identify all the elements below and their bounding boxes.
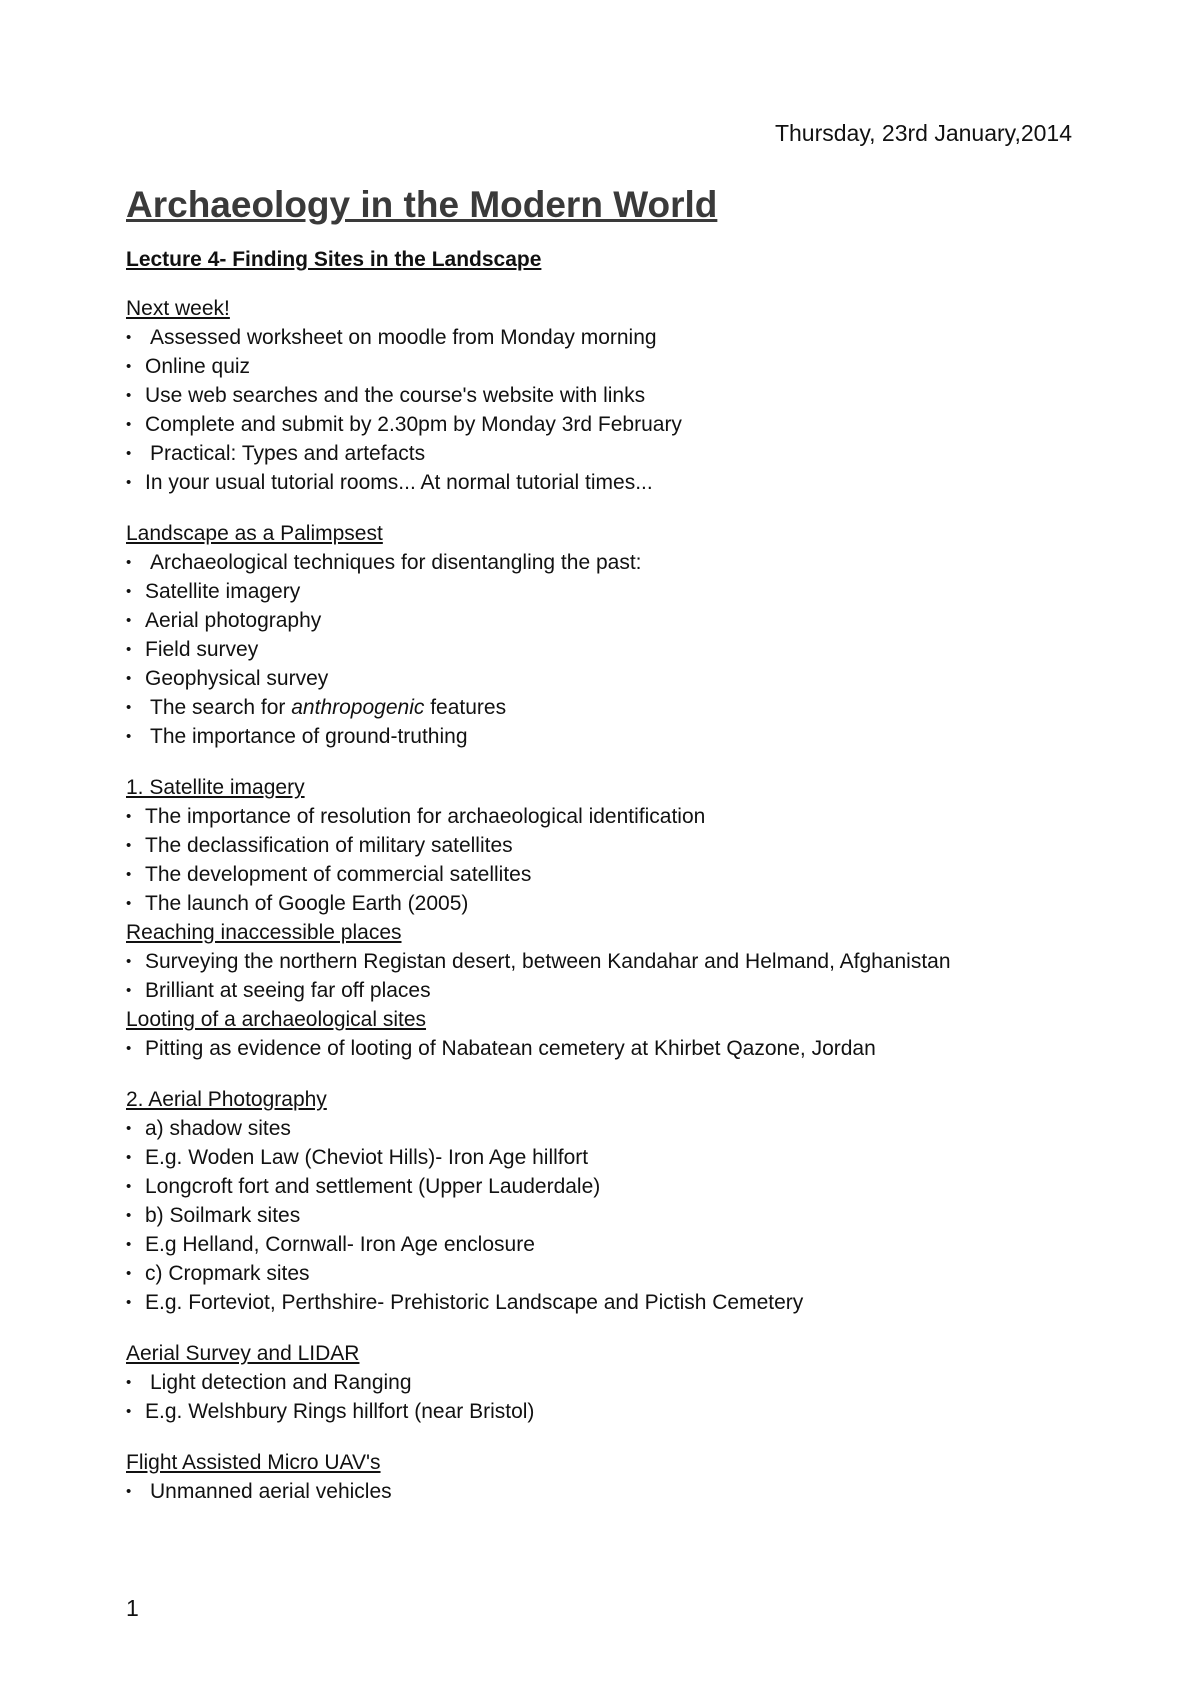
emphasis-text: anthropogenic	[291, 696, 425, 719]
bullet-list	[126, 802, 1086, 918]
bullet-list	[126, 548, 1086, 751]
list-item: • E.g Helland, Cornwall- Iron Age enclosure	[126, 1230, 1086, 1259]
section-heading: Next week!	[126, 297, 230, 320]
section-aerial-photography	[126, 1085, 1086, 1317]
section-inaccessible-places	[126, 918, 1086, 1005]
list-item: • The declassification of military satellites	[126, 831, 1086, 860]
list-item: • Assessed worksheet on moodle from Monday morning	[126, 323, 1086, 352]
list-item: • Archaeological techniques for disentangling the past:	[126, 548, 1086, 577]
list-item: • Online quiz	[126, 352, 1086, 381]
section-heading: Landscape as a Palimpsest	[126, 522, 383, 545]
list-item: • Surveying the northern Registan desert, between Kandahar and Helmand, Afghanistan	[126, 947, 1086, 976]
section-heading: Flight Assisted Micro UAV's	[126, 1451, 381, 1474]
bullet-list	[126, 323, 1086, 497]
bullet-list	[126, 1368, 1086, 1426]
list-item: • E.g. Welshbury Rings hillfort (near Bristol)	[126, 1397, 1086, 1426]
list-item: • b) Soilmark sites	[126, 1201, 1086, 1230]
list-item: • Brilliant at seeing far off places	[126, 976, 1086, 1005]
list-item	[126, 693, 1086, 722]
bullet-list	[126, 947, 1086, 1005]
item-text: features	[430, 696, 507, 719]
section-looting	[126, 1005, 1086, 1063]
list-item: • Geophysical survey	[126, 664, 1086, 693]
list-item: • The importance of resolution for archaeological identification	[126, 802, 1086, 831]
document-title: Archaeology in the Modern World	[126, 184, 718, 225]
document-body	[126, 248, 1086, 1528]
page-number: 1	[126, 1595, 139, 1621]
item-text: The search for	[150, 696, 286, 719]
section-heading: Aerial Survey and LIDAR	[126, 1342, 360, 1365]
list-item: • E.g. Forteviot, Perthshire- Prehistoric Landscape and Pictish Cemetery	[126, 1288, 1086, 1317]
section-heading: 2. Aerial Photography	[126, 1088, 327, 1111]
list-item: • The development of commercial satellites	[126, 860, 1086, 889]
list-item: • a) shadow sites	[126, 1114, 1086, 1143]
section-palimpsest	[126, 519, 1086, 751]
list-item: • Field survey	[126, 635, 1086, 664]
list-item: • Use web searches and the course's website with links	[126, 381, 1086, 410]
list-item: • Practical: Types and artefacts	[126, 439, 1086, 468]
section-heading: 1. Satellite imagery	[126, 776, 305, 799]
lecture-subtitle: Lecture 4- Finding Sites in the Landscape	[126, 248, 542, 271]
section-lidar	[126, 1339, 1086, 1426]
list-item: • c) Cropmark sites	[126, 1259, 1086, 1288]
section-heading: Looting of a archaeological sites	[126, 1008, 427, 1031]
section-next-week	[126, 294, 1086, 497]
list-item: • Unmanned aerial vehicles	[126, 1477, 1086, 1506]
list-item: • The launch of Google Earth (2005)	[126, 889, 1086, 918]
section-heading: Reaching inaccessible places	[126, 921, 402, 944]
bullet-list	[126, 1034, 1086, 1063]
list-item: • The importance of ground-truthing	[126, 722, 1086, 751]
list-item: • Light detection and Ranging	[126, 1368, 1086, 1397]
section-satellite-imagery	[126, 773, 1086, 918]
list-item: • In your usual tutorial rooms... At normal tutorial times...	[126, 468, 1086, 497]
bullet-list	[126, 1477, 1086, 1506]
list-item: • Aerial photography	[126, 606, 1086, 635]
list-item: • Pitting as evidence of looting of Nabatean cemetery at Khirbet Qazone, Jordan	[126, 1034, 1086, 1063]
bullet-list	[126, 1114, 1086, 1317]
section-uav	[126, 1448, 1086, 1506]
list-item: • Complete and submit by 2.30pm by Monday 3rd February	[126, 410, 1086, 439]
document-date: Thursday, 23rd January,2014	[774, 120, 1072, 146]
list-item: • E.g. Woden Law (Cheviot Hills)- Iron Age hillfort	[126, 1143, 1086, 1172]
list-item: • Longcroft fort and settlement (Upper Lauderdale)	[126, 1172, 1086, 1201]
list-item: • Satellite imagery	[126, 577, 1086, 606]
